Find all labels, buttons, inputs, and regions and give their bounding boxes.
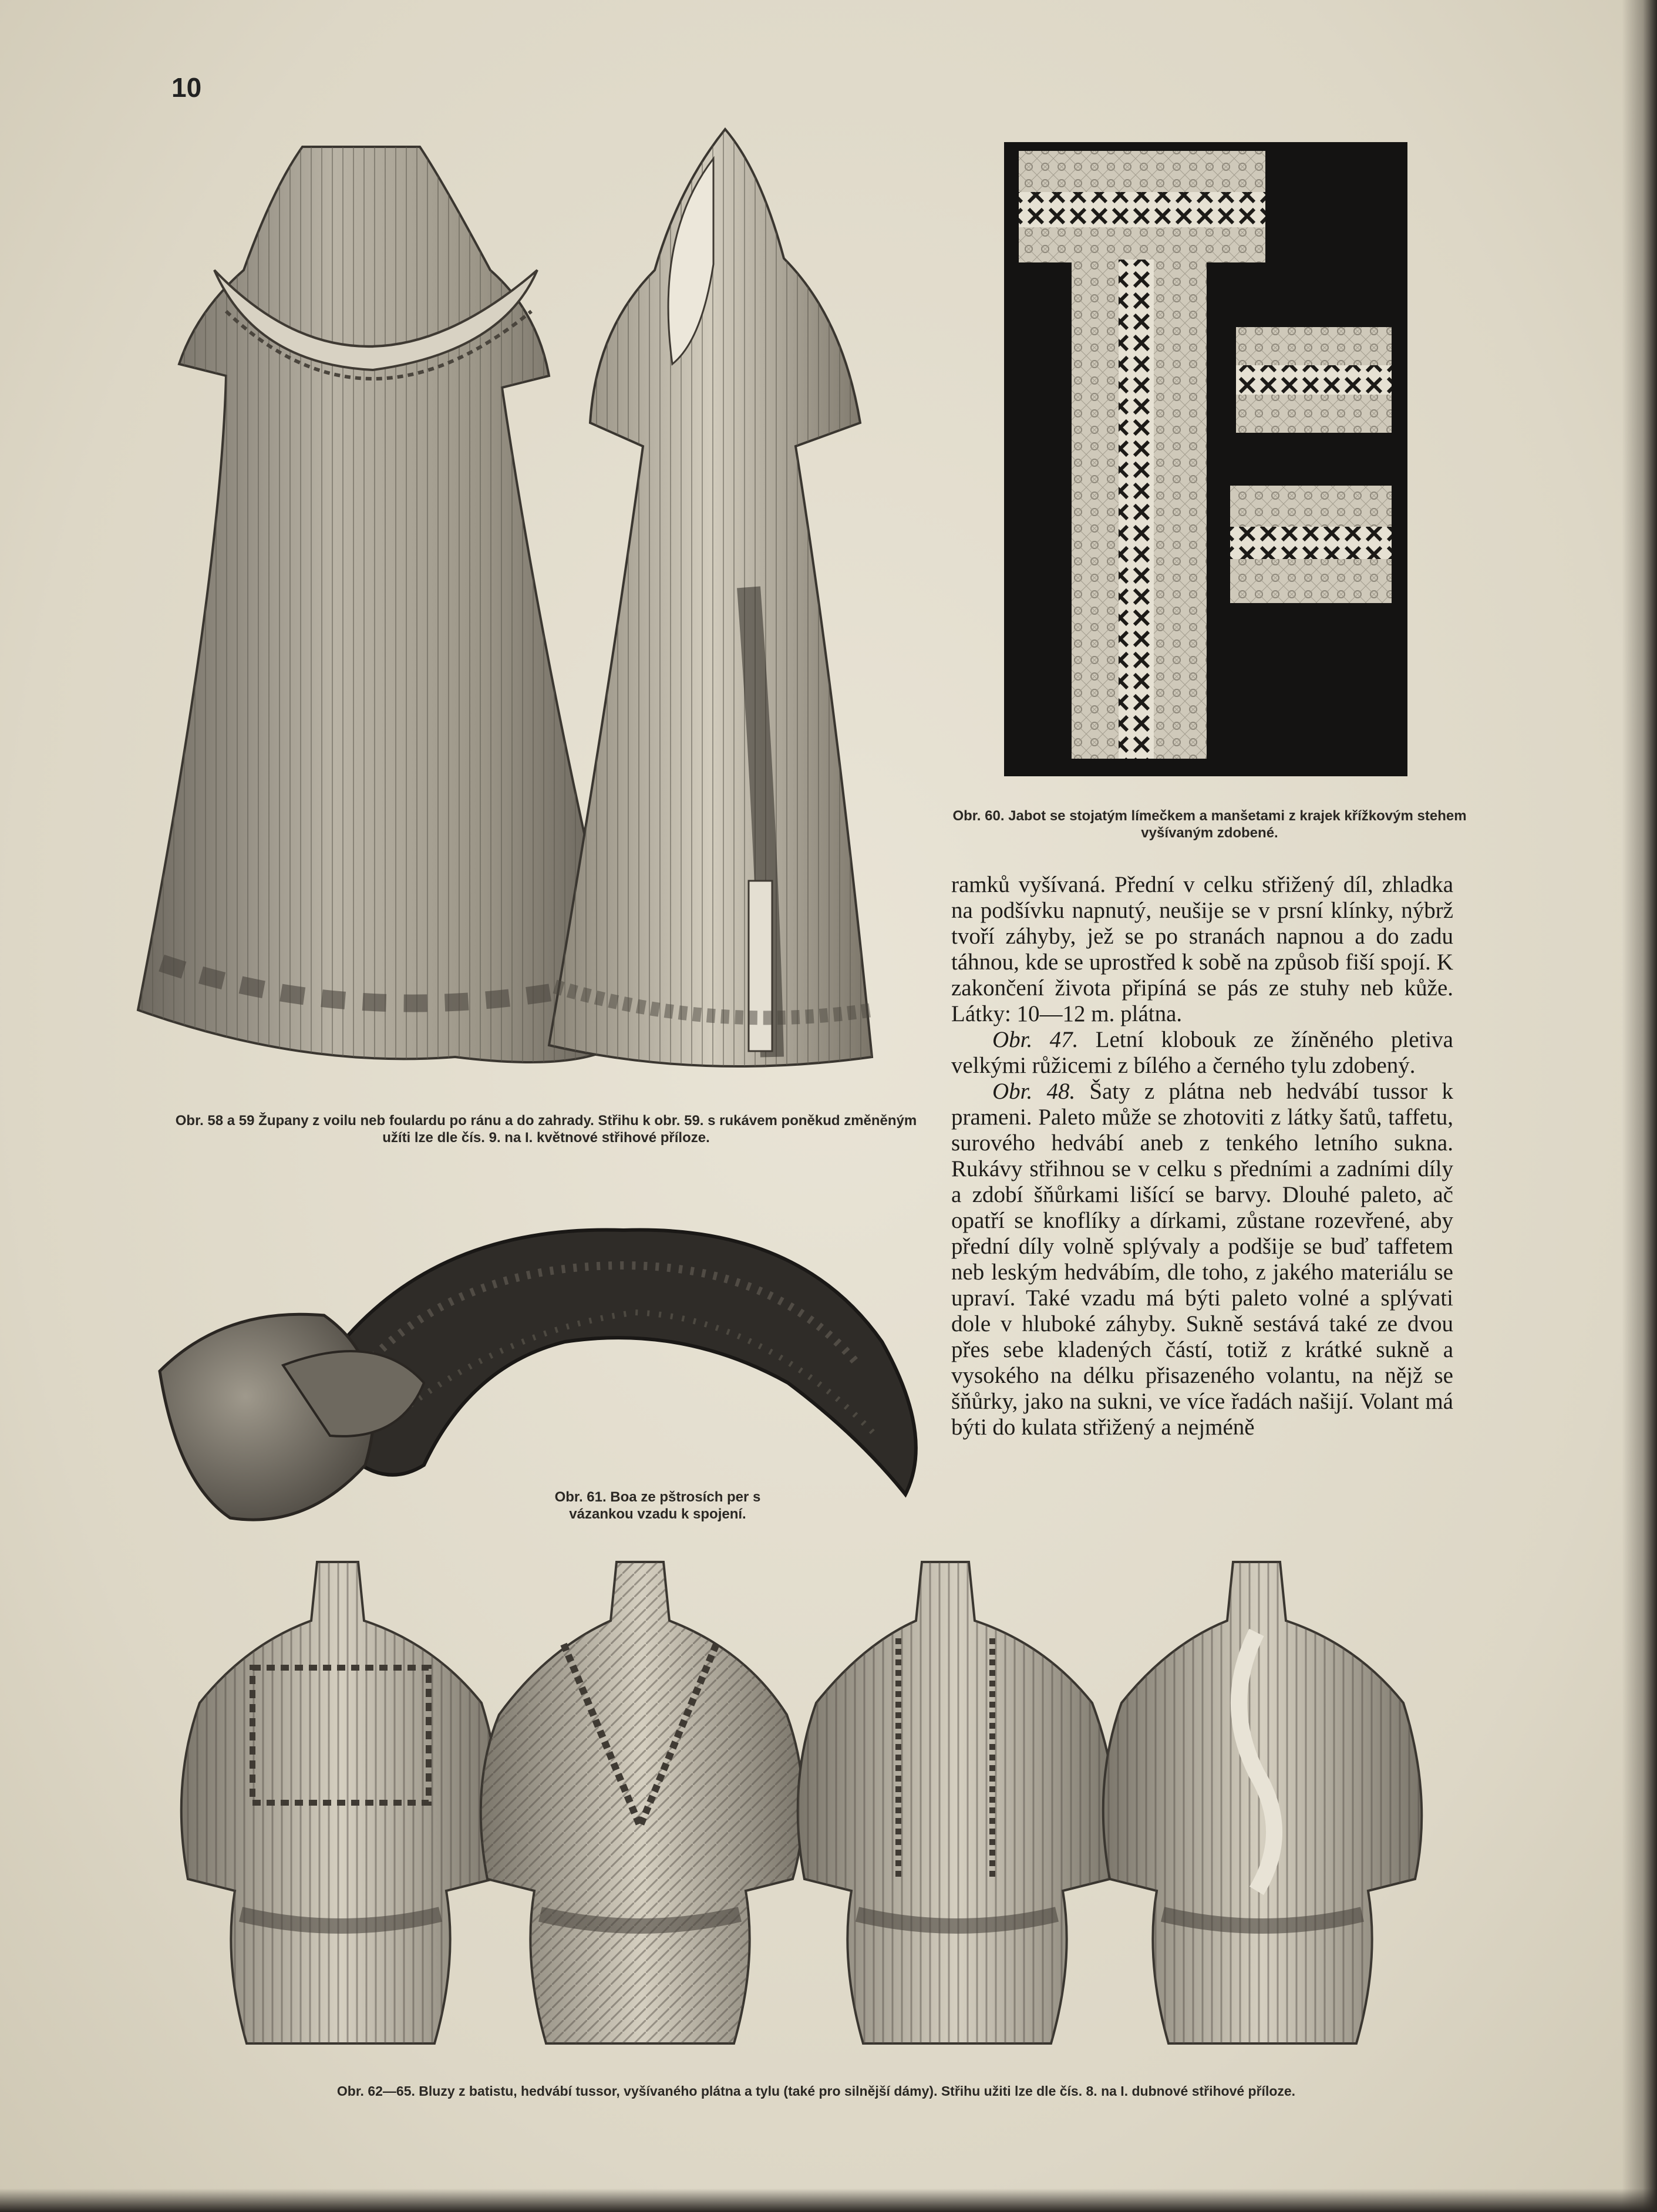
illustration-lace-jabot-cuffs (1004, 142, 1407, 776)
article-paragraph (951, 1027, 1453, 1079)
caption-fig61: Obr. 61. Boa ze pštrosích per s vázankou vzadu k spojení. (554, 1489, 761, 1522)
blouse-63 (481, 1562, 803, 2043)
caption-fig60: Obr. 60. Jabot se stojatým límečkem a manšetami z krajek křížkovým stehem vyšívaným zdobené. (952, 808, 1467, 841)
blouse-62 (181, 1562, 500, 2043)
article-paragraph: ramků vyšívaná. Přední v celku střižený díl, zhladka na podšívku napnutý, neušije se v prsní klínky, nýbrž tvoří záhyby, jež se po stranách napnou a do zadu táhnou, kde se uprostřed k sobě na způsob fiší spojí. K zakončení života připíná se pás ze stuhy neb kůže. Látky: 10—12 m. plátna. (951, 872, 1453, 1026)
caption-fig62-65: Obr. 62—65. Bluzy z batistu, hedvábí tussor, vyšívaného plátna a tylu (také pro silnější dámy). Střihu užiti lze dle čís. 8. na I. dubnové střihové příloze. (336, 2083, 1296, 2099)
page-edge-shadow-bottom (0, 2189, 1657, 2212)
blouse-65 (1103, 1562, 1422, 2043)
article-text (951, 872, 1453, 1440)
blouse-64 (798, 1562, 1116, 2043)
article-paragraph-text: Letní klobouk ze žíněného pletiva velkými růžicemi z bílého a černého tylu zdobený. (951, 1027, 1453, 1078)
article-paragraph (951, 1079, 1453, 1440)
article-paragraph-text: Šaty z plátna neb hedvábí tussor k prameni. Paleto může se zhotoviti z látky šatů, taffetu, surového hedvábí aneb z tenkého letního sukna. Rukávy střihnou se v celku s předními a zadními díly a zdobí šňůrkami lišící se barvy. Dlouhé paleto, ač opatří se knoflíky a dírkami, zůstane rozevřené, aby přední díly volně splývaly a podšije se buď taffetem neb leským hedvábím, dle toho, z jakého materiálu se upraví. Také vzadu má býti paleto volné a splývati dole v hluboké záhyby. Sukně sestává také ze dvou přes sebe kladených částí, totiž z krátké sukně a vysokého na délku přisazeného volantu, na nějž se šňůrky, jako na sukni, ve více řadách našijí. Volant má býti do kulata střižený a nejméně (951, 1079, 1453, 1440)
illustration-blouses (164, 1550, 1433, 2055)
illustration-ostrich-boa (154, 1189, 935, 1541)
illustration-dressing-gowns (126, 117, 948, 1086)
page-number: 10 (171, 72, 202, 103)
figure-reference: Obr. 47. (992, 1027, 1079, 1052)
caption-fig58-59: Obr. 58 a 59 Župany z voilu neb foulardu po ránu a do zahrady. Střihu k obr. 59. s rukávem poněkud změněným užíti lze dle čís. 9. na I. květnové střihové příloze. (175, 1113, 917, 1146)
figure-reference: Obr. 48. (992, 1079, 1076, 1104)
page-edge-shadow-right (1622, 0, 1657, 2212)
